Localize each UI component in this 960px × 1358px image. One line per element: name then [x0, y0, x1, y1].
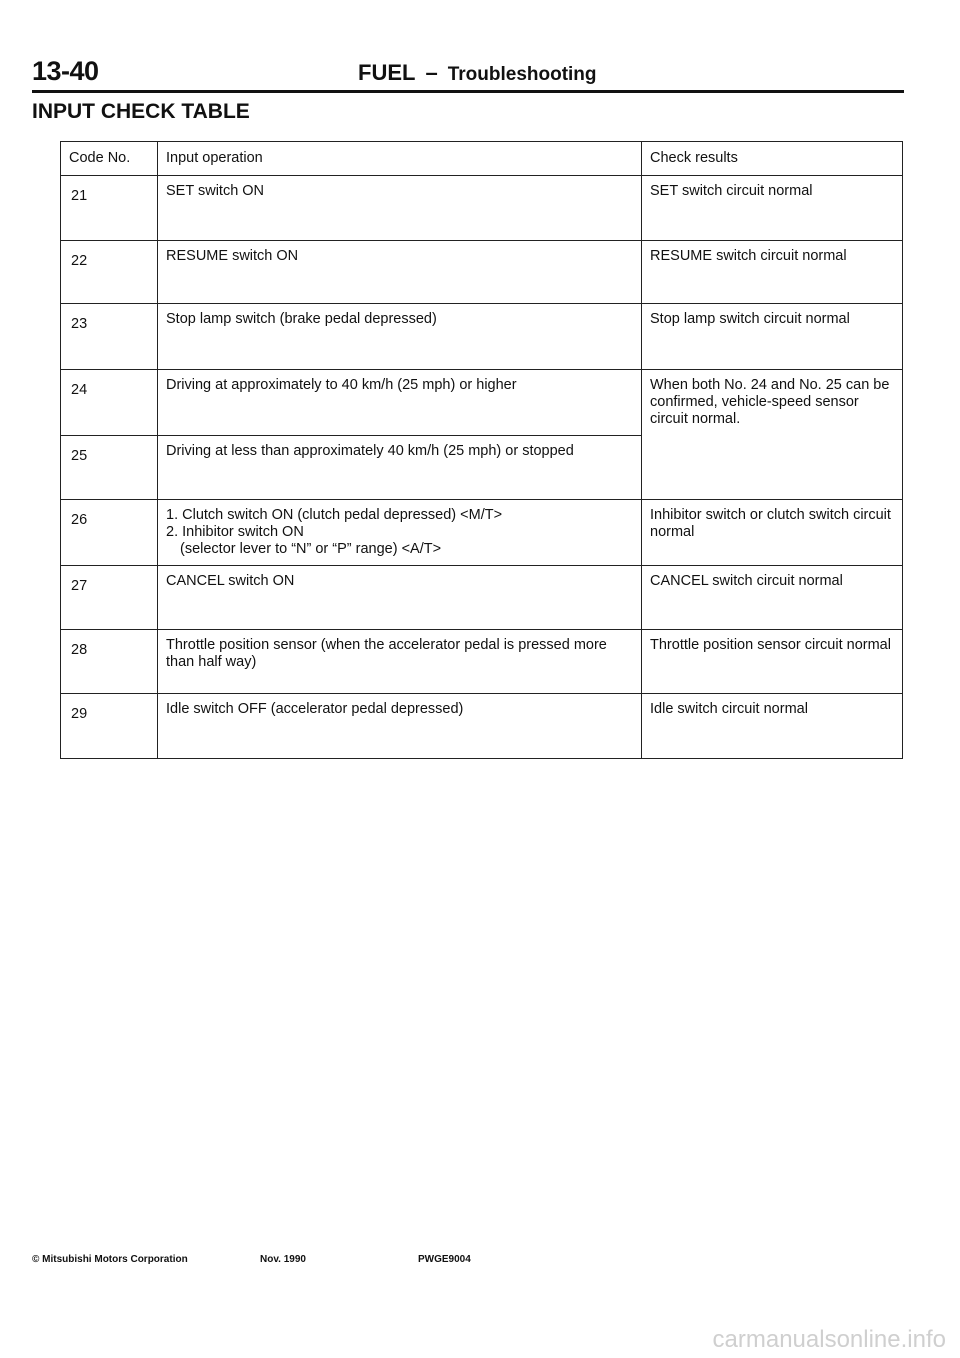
result-cell: Idle switch circuit normal — [642, 694, 903, 759]
operation-cell: Driving at less than approximately 40 km/h (25 mph) or stopped — [158, 436, 642, 500]
operation-line: (selector lever to “N” or “P” range) <A/T> — [180, 541, 442, 557]
document-code: PWGE9004 — [418, 1254, 471, 1265]
operation-cell — [158, 500, 642, 566]
result-cell: Throttle position sensor circuit normal — [642, 630, 903, 694]
code-cell: 21 — [61, 176, 158, 241]
page-footer — [32, 1254, 471, 1265]
section-name: FUEL — [358, 60, 416, 85]
header-dash: – — [425, 60, 438, 85]
watermark-text: carmanualsonline.info — [712, 1326, 946, 1353]
column-header-operation: Input operation — [158, 142, 642, 176]
table-header-row — [61, 142, 903, 176]
table-title: INPUT CHECK TABLE — [32, 100, 250, 123]
copyright-text: © Mitsubishi Motors Corporation — [32, 1254, 188, 1265]
page-number: 13-40 — [32, 56, 99, 86]
page-header — [358, 60, 597, 86]
operation-cell: RESUME switch ON — [158, 241, 642, 304]
operation-line: 1. Clutch switch ON (clutch pedal depressed) <M/T> — [166, 507, 503, 523]
operation-cell: Stop lamp switch (brake pedal depressed) — [158, 304, 642, 370]
code-cell: 24 — [61, 370, 158, 436]
code-cell: 23 — [61, 304, 158, 370]
operation-cell: CANCEL switch ON — [158, 566, 642, 630]
code-cell: 27 — [61, 566, 158, 630]
operation-line: 2. Inhibitor switch ON — [166, 524, 304, 540]
result-cell: SET switch circuit normal — [642, 176, 903, 241]
result-cell: Inhibitor switch or clutch switch circuit normal — [642, 500, 903, 566]
operation-cell: Driving at approximately to 40 km/h (25 mph) or higher — [158, 370, 642, 436]
table-row — [61, 370, 903, 436]
table-row — [61, 500, 903, 566]
table-row — [61, 304, 903, 370]
column-header-code: Code No. — [61, 142, 158, 176]
table-row — [61, 241, 903, 304]
table-row — [61, 176, 903, 241]
operation-cell: SET switch ON — [158, 176, 642, 241]
input-check-table — [60, 141, 903, 759]
operation-cell: Throttle position sensor (when the accelerator pedal is pressed more than half way) — [158, 630, 642, 694]
code-cell: 22 — [61, 241, 158, 304]
code-cell: 26 — [61, 500, 158, 566]
code-cell: 29 — [61, 694, 158, 759]
subsection-name: Troubleshooting — [447, 64, 597, 85]
publication-date: Nov. 1990 — [260, 1254, 306, 1265]
column-header-results: Check results — [642, 142, 903, 176]
table-row — [61, 630, 903, 694]
table-row — [61, 566, 903, 630]
result-cell: RESUME switch circuit normal — [642, 241, 903, 304]
code-cell: 25 — [61, 436, 158, 500]
result-cell: CANCEL switch circuit normal — [642, 566, 903, 630]
result-cell: When both No. 24 and No. 25 can be confirmed, vehicle-speed sensor circuit normal. — [642, 370, 903, 500]
table-row — [61, 694, 903, 759]
operation-cell: Idle switch OFF (accelerator pedal depressed) — [158, 694, 642, 759]
result-cell: Stop lamp switch circuit normal — [642, 304, 903, 370]
header-rule — [32, 90, 904, 93]
code-cell: 28 — [61, 630, 158, 694]
